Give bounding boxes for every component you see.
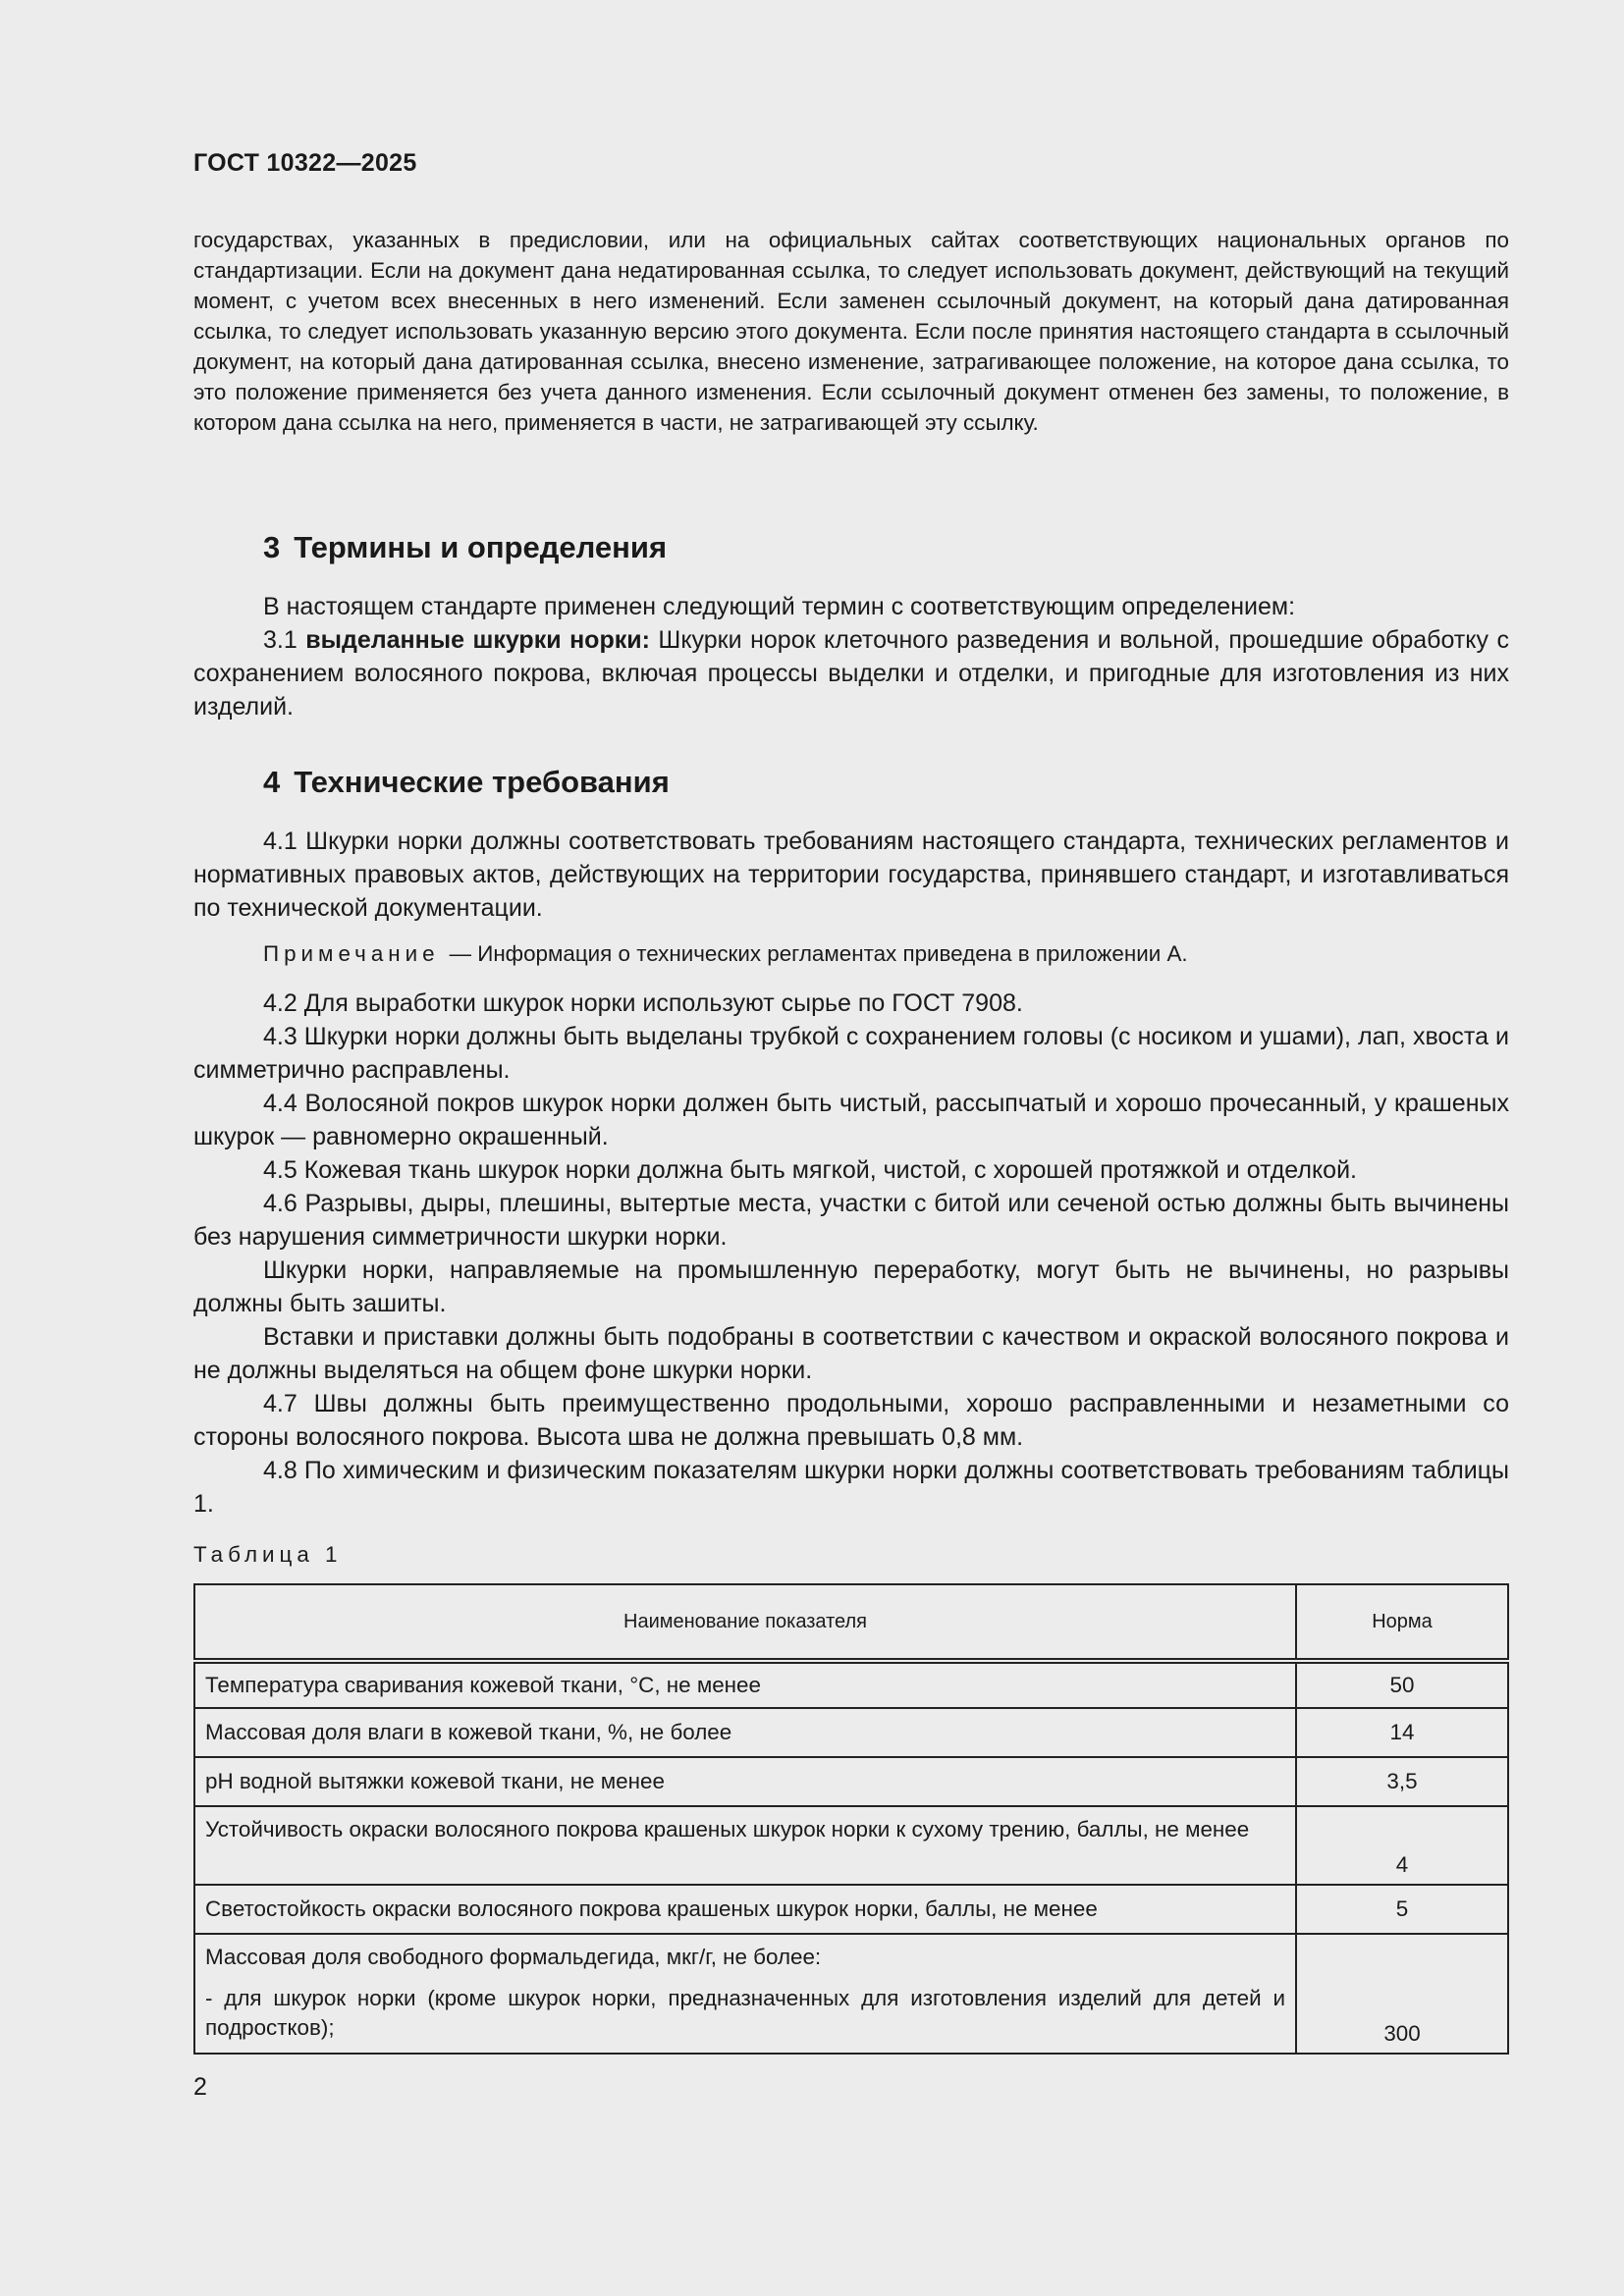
column-header-norm: Норма <box>1296 1584 1508 1661</box>
clause-4-7: 4.7 Швы должны быть преимущественно продольными, хорошо расправленными и незаметными со стороны волосяного покрова. Высота шва не должна превышать 0,8 мм. <box>193 1390 1509 1451</box>
row-indicator-name: Температура сваривания кожевой ткани, °С, не менее <box>194 1661 1296 1708</box>
term-name: выделанные шкурки норки: <box>305 626 650 654</box>
clause-4-6-inserts: Вставки и приставки должны быть подобраны в соответствии с качеством и окраской волосяного покрова и не должны выделяться на общем фоне шкурки норки. <box>193 1323 1509 1384</box>
note-text: — Информация о технических регламентах приведена в приложении А. <box>449 941 1188 966</box>
row-norm-value: 5 <box>1296 1885 1508 1934</box>
row-norm-value: 4 <box>1296 1806 1508 1885</box>
row-norm-value: 14 <box>1296 1708 1508 1757</box>
note-label: Примечание <box>263 941 440 966</box>
clause-4-2: 4.2 Для выработки шкурок норки используют сырье по ГОСТ 7908. <box>263 989 1023 1017</box>
section-4-heading <box>263 765 670 800</box>
section-3-number: 3 <box>263 530 281 564</box>
clause-4-5: 4.5 Кожевая ткань шкурок норки должна быть мягкой, чистой, с хорошей протяжкой и отделкой. <box>263 1156 1357 1184</box>
table-row <box>194 1806 1508 1885</box>
table-row <box>194 1661 1508 1708</box>
row-indicator-name: Массовая доля влаги в кожевой ткани, %, не более <box>194 1708 1296 1757</box>
row-norm-value: 3,5 <box>1296 1757 1508 1806</box>
note <box>263 939 1188 969</box>
term-definition-3-1 <box>193 623 1509 723</box>
intro-paragraph: государствах, указанных в предисловии, или на официальных сайтах соответствующих национальных органов по стандартизации. Если на документ дана недатированная ссылка, то следует использовать документ, действующий на текущий момент, с учетом всех внесенных в него изменений. Если заменен ссылочный документ, на который дана датированная ссылка, то следует использовать указанную версию этого документа. Если после принятия настоящего стандарта в ссылочный документ, на который дана датированная ссылка, внесено изменение, затрагивающее положение, на которое дана ссылка, то это положение применяется без учета данного изменения. Если ссылочный документ отменен без замены, то положение, в котором дана ссылка на него, применяется в части, не затрагивающей эту ссылку. <box>193 228 1509 435</box>
table-caption: Таблица 1 <box>193 1542 343 1567</box>
clause-4-3: 4.3 Шкурки норки должны быть выделаны трубкой с сохранением головы (с носиком и ушами), лап, хвоста и симметрично расправлены. <box>193 1023 1509 1084</box>
table-row <box>194 1934 1508 2054</box>
row-indicator-title: Массовая доля свободного формальдегида, мкг/г, не более: <box>205 1945 822 1969</box>
clause-4-1: 4.1 Шкурки норки должны соответствовать требованиям настоящего стандарта, технических регламентов и нормативных правовых актов, действующих на территории государства, принявшего стандарт, и изготавливаться по технической документации. <box>193 828 1509 922</box>
section-4-title: Технические требования <box>294 765 670 799</box>
clause-4-6-repair: Шкурки норки, направляемые на промышленную переработку, могут быть не вычинены, но разрывы должны быть зашиты. <box>193 1256 1509 1317</box>
row-indicator-name: pH водной вытяжки кожевой ткани, не менее <box>194 1757 1296 1806</box>
row-indicator-name: Светостойкость окраски волосяного покрова крашеных шкурок норки, баллы, не менее <box>194 1885 1296 1934</box>
table-row <box>194 1708 1508 1757</box>
section-4-number: 4 <box>263 765 281 799</box>
term-definition-text: Шкурки норок клеточного разведения и вольной, прошедшие обработку с сохранением волосяного покрова, включая процессы выделки и отделки, и пригодные для изготовления из них изделий. <box>193 626 1509 721</box>
section-3-title: Термины и определения <box>294 530 668 564</box>
column-header-indicator: Наименование показателя <box>194 1584 1296 1661</box>
page-number: 2 <box>193 2073 207 2101</box>
clause-4-6: 4.6 Разрывы, дыры, плешины, вытертые места, участки с битой или сеченой остью должны быть вычинены без нарушения симметричности шкурки норки. <box>193 1190 1509 1251</box>
row-norm-value: 50 <box>1296 1661 1508 1708</box>
requirements-table <box>193 1583 1509 2055</box>
document-code-header: ГОСТ 10322—2025 <box>193 149 417 177</box>
term-number: 3.1 <box>263 626 298 654</box>
section-3-heading <box>263 530 667 565</box>
clause-4-4: 4.4 Волосяной покров шкурок норки должен быть чистый, рассыпчатый и хорошо прочесанный, у крашеных шкурок — равномерно окрашенный. <box>193 1090 1509 1150</box>
table-row <box>194 1757 1508 1806</box>
section-3-lead: В настоящем стандарте применен следующий термин с соответствующим определением: <box>263 593 1296 620</box>
clause-4-8: 4.8 По химическим и физическим показателям шкурки норки должны соответствовать требованиям таблицы 1. <box>193 1457 1509 1518</box>
row-norm-value: 300 <box>1296 1934 1508 2054</box>
table-header-row <box>194 1584 1508 1661</box>
row-indicator-name <box>194 1934 1296 2054</box>
row-indicator-name: Устойчивость окраски волосяного покрова крашеных шкурок норки к сухому трению, баллы, не менее <box>194 1806 1296 1885</box>
table-row <box>194 1885 1508 1934</box>
row-indicator-subitem: - для шкурок норки (кроме шкурок норки, предназначенных для изготовления изделий для детей и подростков); <box>205 1986 1285 2040</box>
